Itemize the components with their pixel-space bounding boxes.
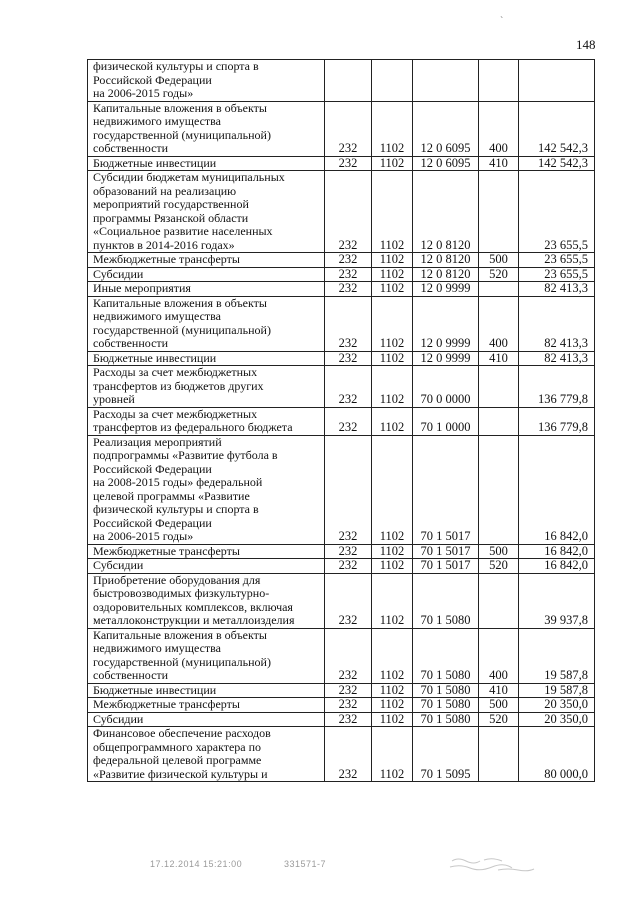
row-csr-cell: 70 1 5017 — [413, 559, 479, 574]
row-csr-cell: 70 1 5080 — [413, 698, 479, 713]
row-amount-cell: 142 542,3 — [519, 156, 595, 171]
row-name-cell: Бюджетные инвестиции — [88, 351, 325, 366]
row-glava-cell: 232 — [325, 435, 372, 544]
row-vr-cell: 500 — [479, 698, 519, 713]
table-row — [88, 296, 595, 351]
row-glava-cell: 232 — [325, 544, 372, 559]
row-name-cell: Субсидии бюджетам муниципальных образований на реализацию мероприятий государственной программы Рязанской области «Социальное развитие населенных пунктов в 2014-2016 годах» — [88, 171, 325, 253]
row-csr-cell: 12 0 9999 — [413, 351, 479, 366]
row-razdel-cell: 1102 — [372, 407, 413, 435]
row-name-cell: Капитальные вложения в объекты недвижимого имущества государственной (муниципальной) собственности — [88, 628, 325, 683]
table-row — [88, 698, 595, 713]
row-glava-cell: 232 — [325, 407, 372, 435]
table-row — [88, 267, 595, 282]
row-csr-cell: 12 0 9999 — [413, 296, 479, 351]
table-row — [88, 351, 595, 366]
page-footer — [0, 855, 640, 879]
row-glava-cell: 232 — [325, 156, 372, 171]
table-row — [88, 544, 595, 559]
budget-table — [87, 59, 595, 782]
row-amount-cell: 19 587,8 — [519, 628, 595, 683]
row-glava-cell — [325, 60, 372, 102]
row-razdel-cell: 1102 — [372, 544, 413, 559]
row-razdel-cell: 1102 — [372, 683, 413, 698]
table-row — [88, 435, 595, 544]
row-amount-cell — [519, 60, 595, 102]
row-name-cell: Межбюджетные трансферты — [88, 544, 325, 559]
row-razdel-cell: 1102 — [372, 698, 413, 713]
row-name-cell: Капитальные вложения в объекты недвижимого имущества государственной (муниципальной) собственности — [88, 101, 325, 156]
row-csr-cell: 70 1 5017 — [413, 435, 479, 544]
row-amount-cell: 20 350,0 — [519, 698, 595, 713]
table-row — [88, 712, 595, 727]
row-razdel-cell: 1102 — [372, 573, 413, 628]
row-razdel-cell: 1102 — [372, 171, 413, 253]
row-amount-cell: 16 842,0 — [519, 435, 595, 544]
row-name-cell: Бюджетные инвестиции — [88, 156, 325, 171]
row-csr-cell: 12 0 8120 — [413, 253, 479, 268]
row-glava-cell: 232 — [325, 351, 372, 366]
row-amount-cell: 82 413,3 — [519, 296, 595, 351]
row-vr-cell — [479, 171, 519, 253]
row-vr-cell — [479, 407, 519, 435]
footer-doc-code: 331571-7 — [284, 859, 327, 869]
row-vr-cell — [479, 282, 519, 297]
row-name-cell: Капитальные вложения в объекты недвижимого имущества государственной (муниципальной) собственности — [88, 296, 325, 351]
budget-table-body — [88, 60, 595, 782]
table-row — [88, 573, 595, 628]
table-row — [88, 727, 595, 782]
row-razdel-cell: 1102 — [372, 156, 413, 171]
scan-mark: ˋ — [500, 16, 504, 27]
row-razdel-cell: 1102 — [372, 559, 413, 574]
row-name-cell: Финансовое обеспечение расходов общепрограммного характера по федеральной целевой программе «Развитие физической культуры и — [88, 727, 325, 782]
row-csr-cell: 70 1 0000 — [413, 407, 479, 435]
row-vr-cell — [479, 60, 519, 102]
row-vr-cell: 410 — [479, 156, 519, 171]
row-vr-cell: 410 — [479, 351, 519, 366]
row-vr-cell — [479, 366, 519, 408]
table-row — [88, 628, 595, 683]
row-amount-cell: 80 000,0 — [519, 727, 595, 782]
table-row — [88, 101, 595, 156]
row-name-cell: Реализация мероприятий подпрограммы «Развитие футбола в Российской Федерации на 2008-2015 годы» федеральной целевой программы «Развитие физической культуры и спорта в Российской Федерации на 2006-2015 годы» — [88, 435, 325, 544]
row-vr-cell: 520 — [479, 559, 519, 574]
row-glava-cell: 232 — [325, 171, 372, 253]
row-razdel-cell — [372, 60, 413, 102]
row-name-cell: Бюджетные инвестиции — [88, 683, 325, 698]
row-amount-cell: 142 542,3 — [519, 101, 595, 156]
row-amount-cell: 20 350,0 — [519, 712, 595, 727]
row-glava-cell: 232 — [325, 253, 372, 268]
row-csr-cell: 70 1 5080 — [413, 712, 479, 727]
row-glava-cell: 232 — [325, 296, 372, 351]
row-razdel-cell: 1102 — [372, 628, 413, 683]
row-razdel-cell: 1102 — [372, 435, 413, 544]
footer-timestamp: 17.12.2014 15:21:00 — [150, 859, 243, 869]
row-razdel-cell: 1102 — [372, 351, 413, 366]
row-csr-cell: 70 1 5017 — [413, 544, 479, 559]
row-vr-cell: 520 — [479, 712, 519, 727]
row-name-cell: Расходы за счет межбюджетных трансфертов из бюджетов других уровней — [88, 366, 325, 408]
table-row — [88, 407, 595, 435]
row-glava-cell: 232 — [325, 267, 372, 282]
table-row — [88, 156, 595, 171]
table-row — [88, 253, 595, 268]
row-csr-cell: 70 1 5080 — [413, 628, 479, 683]
row-csr-cell: 12 0 8120 — [413, 171, 479, 253]
row-vr-cell: 400 — [479, 101, 519, 156]
row-csr-cell: 12 0 9999 — [413, 282, 479, 297]
row-name-cell: Субсидии — [88, 267, 325, 282]
row-amount-cell: 16 842,0 — [519, 544, 595, 559]
row-glava-cell: 232 — [325, 628, 372, 683]
row-amount-cell: 23 655,5 — [519, 171, 595, 253]
faded-seal-icon — [448, 855, 536, 875]
row-csr-cell: 70 1 5080 — [413, 573, 479, 628]
row-csr-cell: 70 1 5080 — [413, 683, 479, 698]
table-row — [88, 559, 595, 574]
row-name-cell: Приобретение оборудования для быстровозводимых физкультурно- оздоровительных комплексов, включая металлоконструкции и металлоизделия — [88, 573, 325, 628]
row-glava-cell: 232 — [325, 282, 372, 297]
row-name-cell: Иные мероприятия — [88, 282, 325, 297]
row-glava-cell: 232 — [325, 366, 372, 408]
row-vr-cell: 400 — [479, 296, 519, 351]
row-amount-cell: 39 937,8 — [519, 573, 595, 628]
table-row — [88, 171, 595, 253]
row-csr-cell: 70 1 5095 — [413, 727, 479, 782]
row-csr-cell — [413, 60, 479, 102]
row-amount-cell: 23 655,5 — [519, 253, 595, 268]
row-amount-cell: 23 655,5 — [519, 267, 595, 282]
row-glava-cell: 232 — [325, 101, 372, 156]
row-amount-cell: 136 779,8 — [519, 366, 595, 408]
row-csr-cell: 70 0 0000 — [413, 366, 479, 408]
row-razdel-cell: 1102 — [372, 712, 413, 727]
table-row — [88, 366, 595, 408]
row-vr-cell: 520 — [479, 267, 519, 282]
row-csr-cell: 12 0 8120 — [413, 267, 479, 282]
row-vr-cell — [479, 435, 519, 544]
row-vr-cell — [479, 573, 519, 628]
table-row — [88, 60, 595, 102]
row-amount-cell: 136 779,8 — [519, 407, 595, 435]
table-row — [88, 282, 595, 297]
table-row — [88, 683, 595, 698]
row-glava-cell: 232 — [325, 712, 372, 727]
row-vr-cell: 500 — [479, 253, 519, 268]
row-vr-cell: 410 — [479, 683, 519, 698]
row-glava-cell: 232 — [325, 698, 372, 713]
row-amount-cell: 82 413,3 — [519, 282, 595, 297]
row-glava-cell: 232 — [325, 683, 372, 698]
row-razdel-cell: 1102 — [372, 296, 413, 351]
row-name-cell: Межбюджетные трансферты — [88, 253, 325, 268]
row-razdel-cell: 1102 — [372, 101, 413, 156]
row-name-cell: Субсидии — [88, 559, 325, 574]
row-razdel-cell: 1102 — [372, 727, 413, 782]
row-csr-cell: 12 0 6095 — [413, 156, 479, 171]
row-csr-cell: 12 0 6095 — [413, 101, 479, 156]
row-razdel-cell: 1102 — [372, 282, 413, 297]
row-vr-cell: 500 — [479, 544, 519, 559]
row-glava-cell: 232 — [325, 727, 372, 782]
row-name-cell: Субсидии — [88, 712, 325, 727]
row-glava-cell: 232 — [325, 573, 372, 628]
row-name-cell: физической культуры и спорта в Российской Федерации на 2006-2015 годы» — [88, 60, 325, 102]
row-amount-cell: 82 413,3 — [519, 351, 595, 366]
row-glava-cell: 232 — [325, 559, 372, 574]
row-name-cell: Межбюджетные трансферты — [88, 698, 325, 713]
page-number: 148 — [576, 37, 596, 52]
row-name-cell: Расходы за счет межбюджетных трансфертов из федерального бюджета — [88, 407, 325, 435]
row-vr-cell: 400 — [479, 628, 519, 683]
row-razdel-cell: 1102 — [372, 267, 413, 282]
row-amount-cell: 19 587,8 — [519, 683, 595, 698]
row-razdel-cell: 1102 — [372, 366, 413, 408]
row-razdel-cell: 1102 — [372, 253, 413, 268]
row-vr-cell — [479, 727, 519, 782]
row-amount-cell: 16 842,0 — [519, 559, 595, 574]
